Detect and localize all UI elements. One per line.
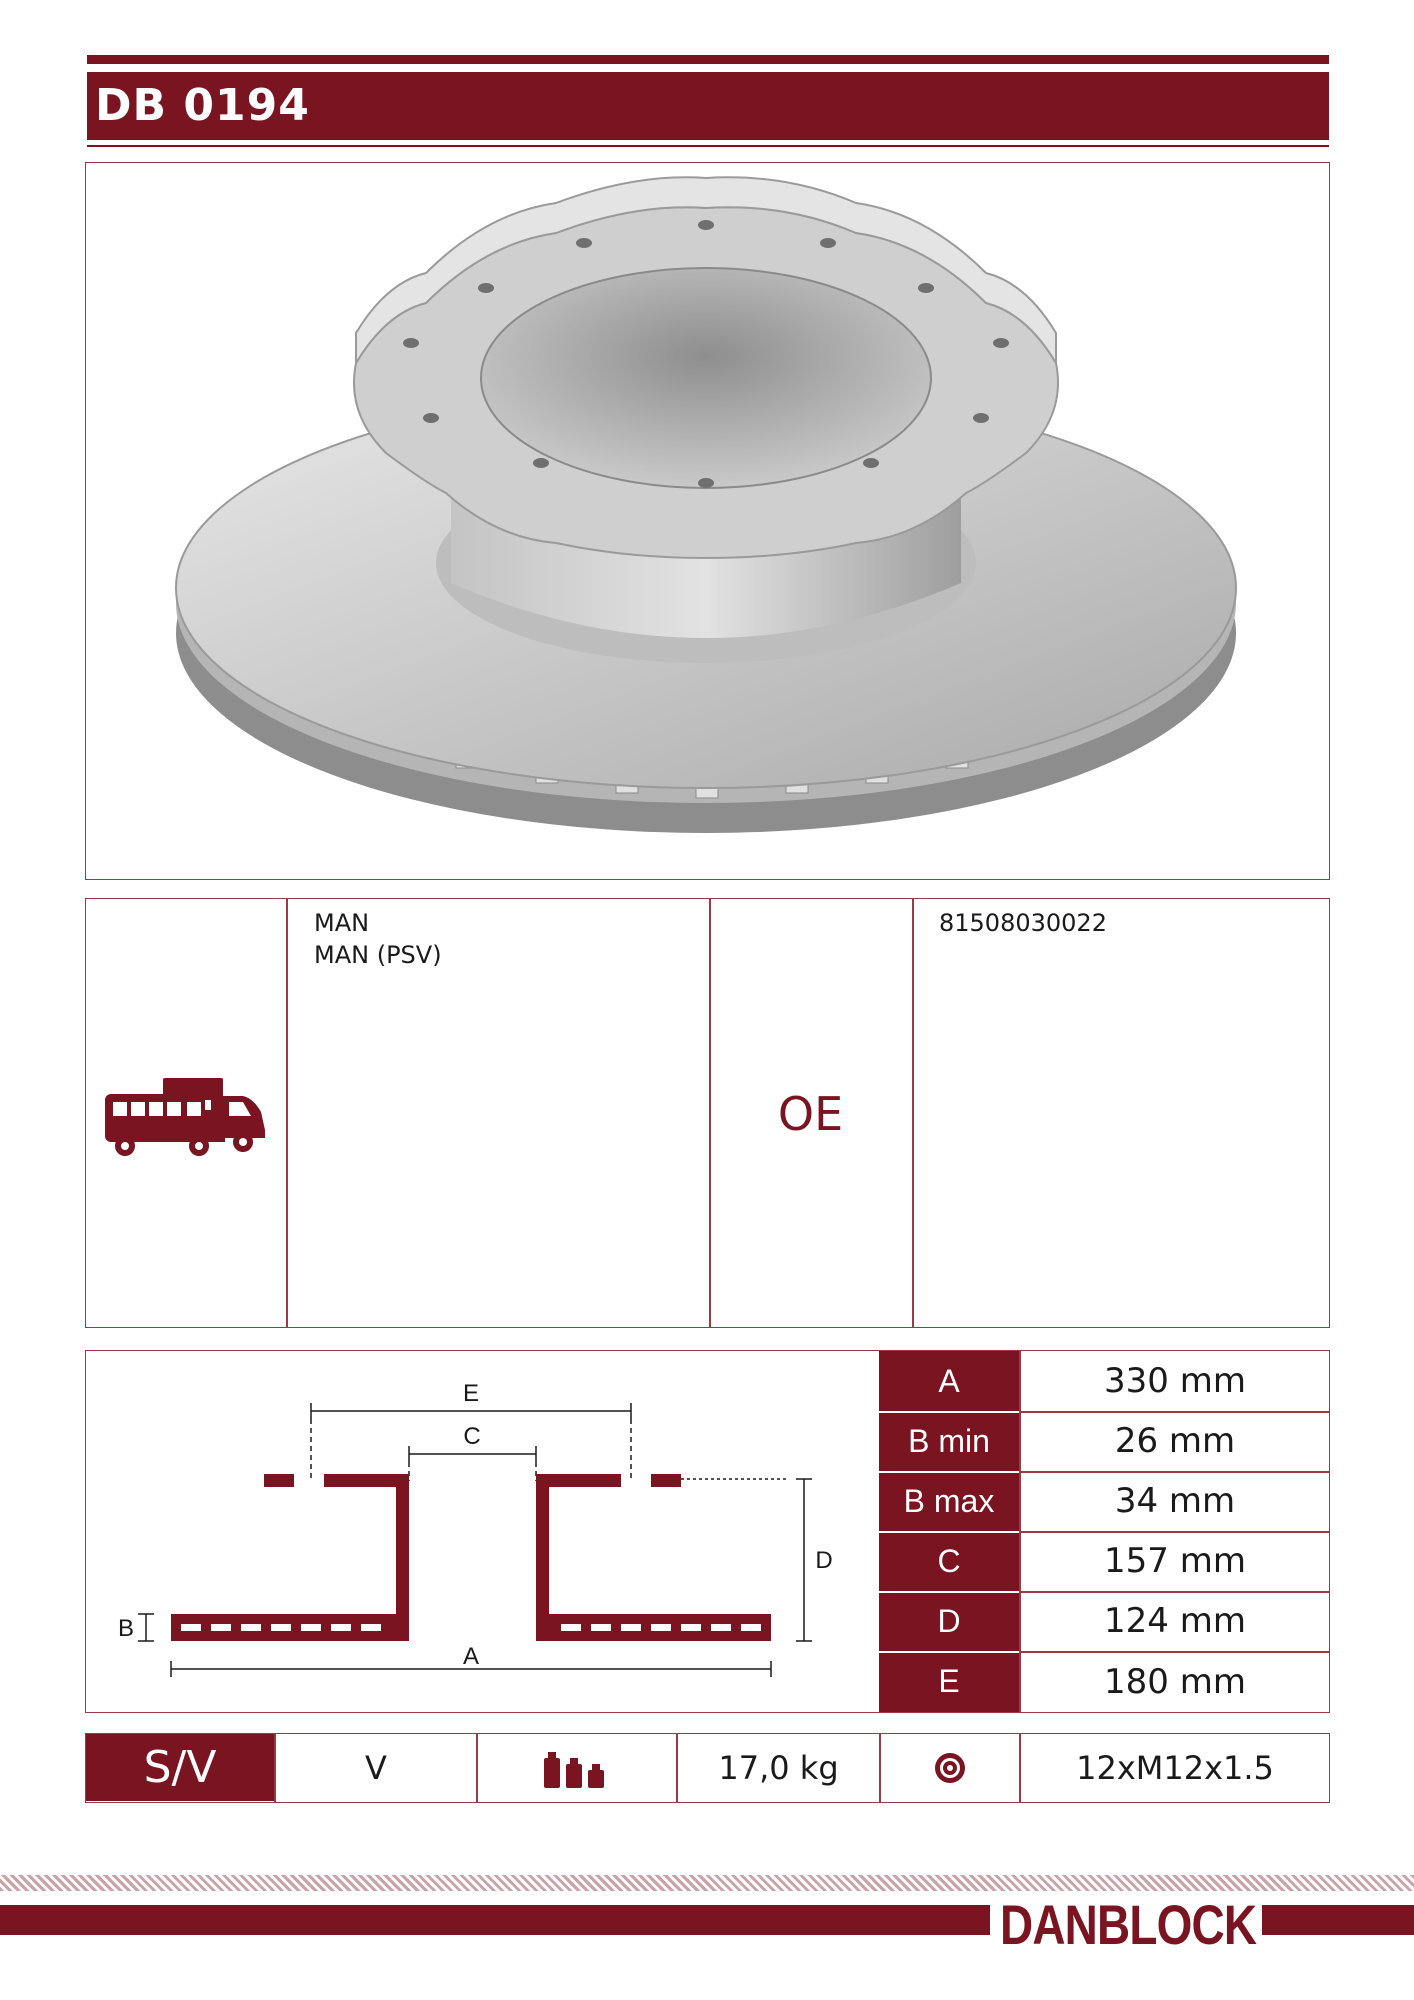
top-rule — [87, 55, 1329, 64]
header-underline — [87, 145, 1329, 147]
bolt-circle-icon — [881, 1734, 1019, 1801]
spec-value-c: 157 mm — [1104, 1541, 1246, 1581]
spec-label-bmin: B min — [908, 1422, 990, 1459]
spec-value-e: 180 mm — [1104, 1661, 1246, 1702]
info-row — [85, 1733, 1330, 1803]
dimensions-section — [85, 1350, 1330, 1713]
footer-bar — [0, 1905, 990, 1935]
header-bar — [87, 72, 1329, 140]
spec-label-d: D — [937, 1602, 961, 1639]
spec-label-e: E — [938, 1663, 960, 1699]
weight-value: 17,0 kg — [718, 1748, 839, 1787]
brake-disc-image — [86, 163, 1328, 878]
cross-section-diagram — [86, 1351, 876, 1711]
page-title: DB 0194 — [95, 80, 310, 131]
sv-value: V — [365, 1748, 387, 1787]
footer-bar-right — [1262, 1905, 1414, 1935]
manufacturer-list — [314, 907, 442, 971]
dim-label-d: D — [815, 1547, 833, 1574]
oe-number: 81508030022 — [939, 909, 1107, 937]
sv-label: S/V — [86, 1734, 274, 1801]
dim-label-e: E — [462, 1380, 480, 1407]
brand-name: DANBLOCK — [1000, 1893, 1257, 1956]
spec-value-a: 330 mm — [1104, 1361, 1246, 1401]
manufacturer-2: MAN (PSV) — [314, 941, 442, 969]
oe-label: OE — [777, 1087, 844, 1141]
spec-label-a: A — [938, 1362, 960, 1399]
manufacturer-1: MAN — [314, 909, 370, 937]
spec-label-c: C — [937, 1542, 961, 1579]
dim-label-a: A — [462, 1643, 480, 1670]
spec-value-bmax: 34 mm — [1114, 1481, 1236, 1521]
spec-label-bmax: B max — [903, 1482, 995, 1519]
brand-logo — [1000, 1892, 1260, 1962]
application-table — [85, 898, 1330, 1328]
bolt-spec: 12xM12x1.5 — [1076, 1748, 1274, 1787]
spec-value-d: 124 mm — [1104, 1601, 1246, 1641]
bus-truck-icon — [103, 1074, 273, 1164]
product-image-frame — [85, 162, 1330, 880]
footer-pattern — [0, 1875, 1414, 1891]
weights-icon — [478, 1734, 676, 1801]
dim-label-c: C — [463, 1423, 481, 1450]
dim-label-b: B — [117, 1615, 135, 1642]
spec-value-bmin: 26 mm — [1114, 1421, 1236, 1461]
